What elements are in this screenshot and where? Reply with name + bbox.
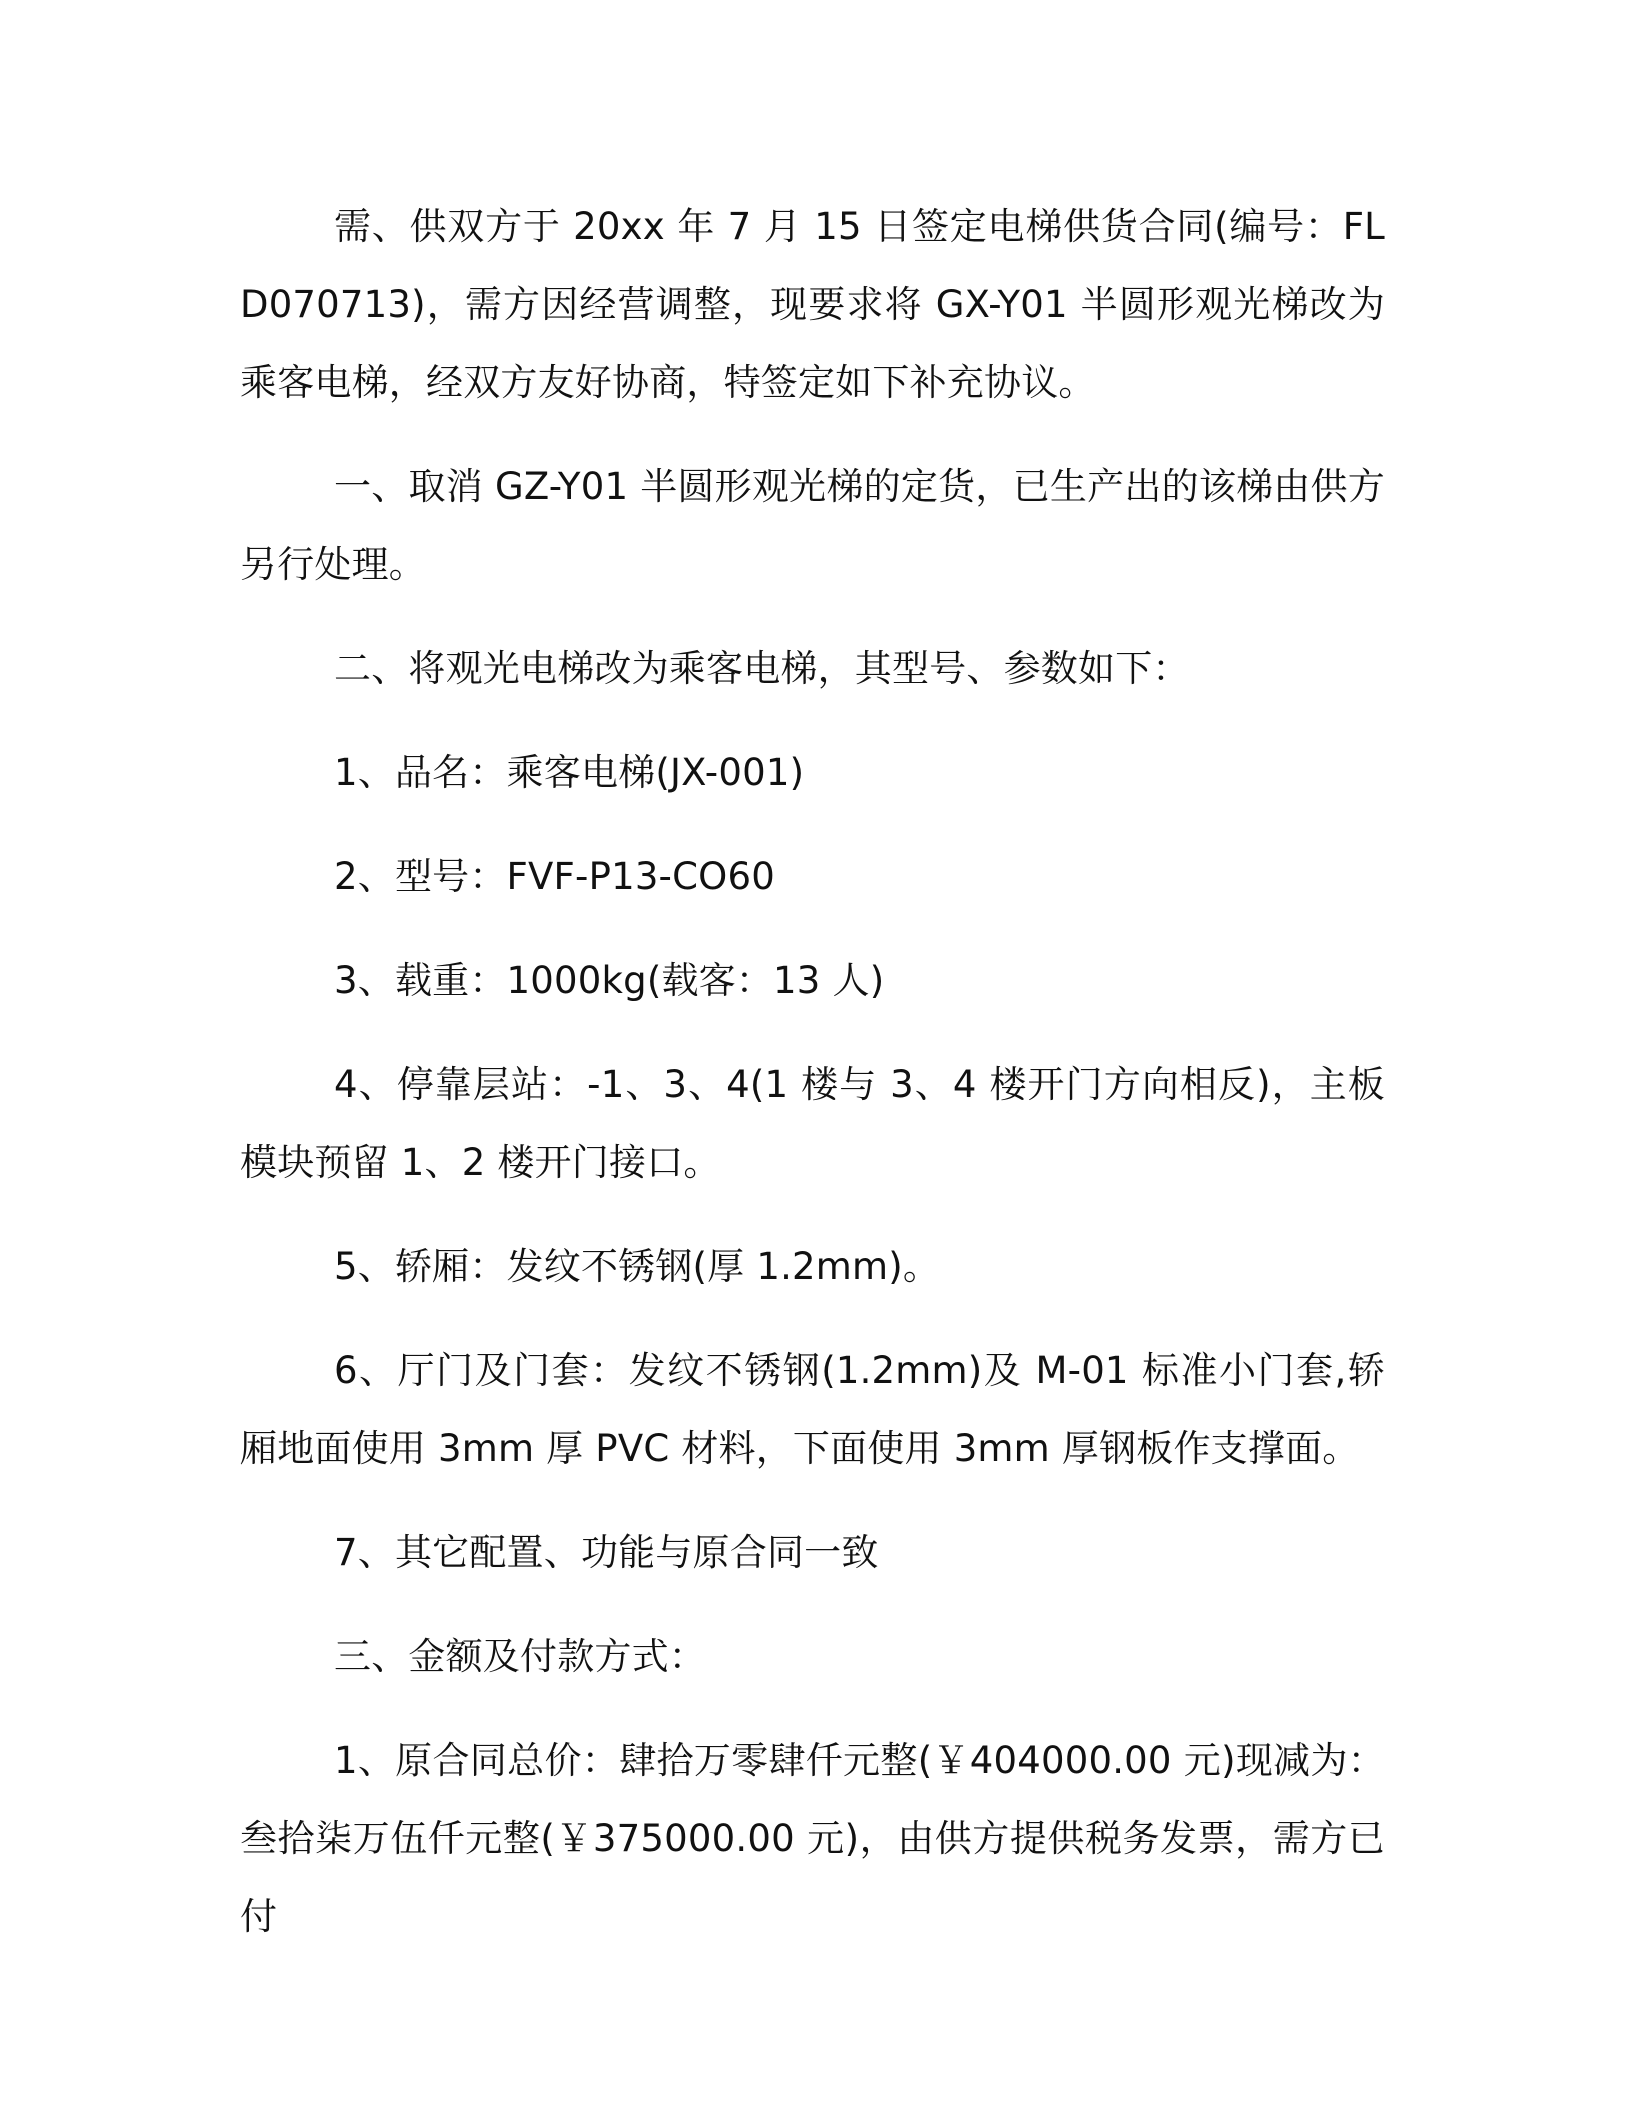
spec-doors: 6、厅门及门套：发纹不锈钢(1.2mm)及 M-01 标准小门套,轿厢地面使用 3mm 厚 PVC 材料，下面使用 3mm 厚钢板作支撑面。 [240, 1349, 1385, 1470]
clause-2-heading: 二、将观光电梯改为乘客电梯，其型号、参数如下： [334, 647, 1190, 690]
spec-car: 5、轿厢：发纹不锈钢(厚 1.2mm)。 [334, 1245, 941, 1288]
payment-total: 1、原合同总价：肆拾万零肆仟元整(￥404000.00 元)现减为：叁拾柒万伍仟元整(￥375000.00 元)，由供方提供税务发票，需方已付 [240, 1739, 1385, 1938]
document-body [240, 188, 1385, 1982]
spec-stops: 4、停靠层站：-1、3、4(1 楼与 3、4 楼开门方向相反)，主板模块预留 1、2 楼开门接口。 [240, 1063, 1385, 1184]
spec-load: 3、载重：1000kg(载客：13 人) [334, 959, 885, 1002]
clause-3-heading: 三、金额及付款方式： [334, 1635, 706, 1678]
spec-product-name: 1、品名：乘客电梯(JX-001) [334, 751, 805, 794]
clause-1-cancel-order: 一、取消 GZ-Y01 半圆形观光梯的定货，已生产出的该梯由供方另行处理。 [240, 465, 1385, 586]
spec-other: 7、其它配置、功能与原合同一致 [334, 1531, 879, 1574]
intro-paragraph: 需、供双方于 20xx 年 7 月 15 日签定电梯供货合同(编号：FLD070713)，需方因经营调整，现要求将 GX-Y01 半圆形观光梯改为乘客电梯，经双方友好协商，特签定如下补充协议。 [240, 205, 1385, 404]
spec-model: 2、型号：FVF-P13-CO60 [334, 855, 775, 898]
